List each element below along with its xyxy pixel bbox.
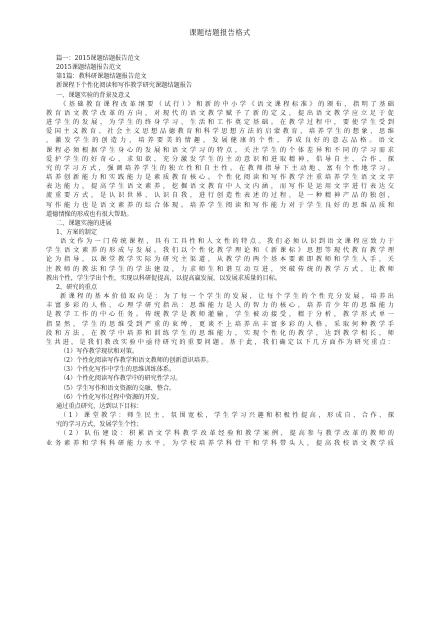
text-line: （3）个性化写作中学生的思维训练体系。 (60, 366, 176, 374)
text-line: 培养创新能力和实践能力是素质教育核心。个性化阅读和写作教学注重培养学生语文文字 (46, 174, 394, 182)
text-line: 论为指导，以课堂教学实际为研究主渠道，从教学的两个基本要素即教师和学生入手，关 (46, 256, 394, 264)
text-line: 丰富多彩的人格、心理学研究指出：思维能力是人的智力的核心，培养青少年的思维能力 (46, 302, 394, 310)
text-line: 业务素养和学科科研能力水平，为学校培养学科骨干和学科带头人，提高我校语文教学质 (46, 439, 394, 447)
text-line: 2、研究的重点 (56, 283, 98, 291)
text-line: 通过重点研究，达到以下目标： (56, 402, 143, 410)
text-line: 教育语文教学改革的方向，对现代的语文教学赋予了新的定义，提出语文教学应立足于促 (46, 109, 394, 117)
text-line: （6）个性化写作过程中资源的开发。 (60, 393, 163, 401)
text-line: 课程必须根据学生身心的发展和语文学习的特点，关注学生的个体差异和不同的学习需求 (46, 146, 394, 154)
text-line: 爱护学生的好奇心、求知欲，充分激发学生的主动意识和进取精神，倡导自主、合作、探 (46, 155, 394, 163)
text-line: 教出个性，学生学出个性，实现以科研促提高，以提高赢发展，以发展求质量的目标。 (46, 274, 282, 282)
text-line: 究的学习方式，强调培养学生的独立性和自主性。在教师指导下主动地、富有个性地学习。 (46, 164, 394, 172)
text-line: （5）学生写作和语文资源的交融、整合。 (60, 384, 176, 392)
text-line: 注教师的教法和学生的学法建设，力求师生和谐互动互进，突破传统的教学方式，让教师 (46, 265, 394, 273)
text-line: 新课程的基本价值取向是：为了每一个学生的发展，让每个学生的个性充分发展，培养出 (60, 293, 394, 301)
text-line: 1、方案的制定 (56, 228, 98, 236)
text-line: 生共进，是我们教改实验中亟待研究的重要问题。基于此，我们确定以下几方面作为研究重点： (46, 338, 394, 346)
document-title: 课题结题报告格式 (189, 28, 251, 37)
text-line: 写作能力也是语文素养的综合体现。培养学生阅读和写作能力对于学生良好的思维品质和 (46, 201, 394, 209)
document-body (46, 54, 394, 448)
text-line: （2）个性化阅读写作教学和语文教师的创新意识培养。 (60, 357, 213, 365)
text-line: 是教学工作的中心任务。传统教学是教师灌输，学生被动接受，精于分析，教学形式单一 (46, 311, 394, 319)
text-line: 一、课题实验的背景及意义 (56, 91, 131, 99)
text-line: 第1篇：教科研课题结题报告范文 (56, 73, 147, 81)
text-line: 篇一：2015课题结题报告范文 (56, 55, 140, 62)
text-line: 表达能力，提高学生语文素养，挖掘语文教育中人文内涵，而写作是运用文字进行表达交 (46, 183, 394, 191)
text-line: 流重要方式，是认识世界、认识自我，进行创造性表述的过程，是一种精神产品的独创， (46, 192, 394, 200)
text-line: ，激发学生的创造力，培养要美的情趣，发展健康的个性，养成良好的意志品格。语文 (46, 137, 394, 145)
text-line: （1）写作教学现状和对策。 (60, 348, 139, 355)
text-line: （4）个性化阅读写作教学中的研究性学习。 (60, 375, 182, 383)
text-line: 语文作为一门传统课程，具有工具性和人文性的特点。我们必须认识到语文课程应致力于 (60, 238, 394, 246)
text-line: 段和方法，在教学中培养和训练学生的思维能力，实现个性化的教学，达到教学相长，师 (46, 329, 394, 337)
text-line: 爱国主义教育、社会主义思想品德教育和科学思想方法的启蒙教育，培养学生的想象、思维 (46, 128, 394, 136)
text-line: 道德情操的形成也有很大帮助。 (46, 210, 133, 218)
text-line: （2）队伍建设：积累语文学科教学改革经验和教学案例，提高参与教学改革的教师的 (60, 430, 394, 438)
text-line: 2015课题结题报告范文 (56, 64, 122, 72)
text-line: 进学生的发展，为学生的终身学习、生活和工作奠定基础。在教学过程中，要使学生受到 (46, 119, 394, 127)
text-line: 新课程下个性化阅读和写作教学研究课题结题报告 (56, 82, 193, 90)
text-line: 指显然，学生的思维受到严重的束缚，更谈不上培养出丰富多彩的人格。采取何种教学手 (46, 320, 394, 328)
text-line: 二、课题实施的进展 (56, 219, 112, 227)
text-line: 究的学习方式，发展学生个性； (56, 421, 143, 429)
text-line: 学生语文素养的形成与发展。我们以个性化教学理论和《新课标》思想等现代教育教学理 (46, 247, 394, 255)
text-line: （1）课堂教学：师生民主，氛围宽松，学生学习兴趣和积极性提高，形成自、合作、探 (60, 412, 394, 420)
text-line: 《基础教育课程改革纲要（试行）》和新的中小学《语文课程标准》的颁布，指明了基础 (60, 100, 394, 108)
